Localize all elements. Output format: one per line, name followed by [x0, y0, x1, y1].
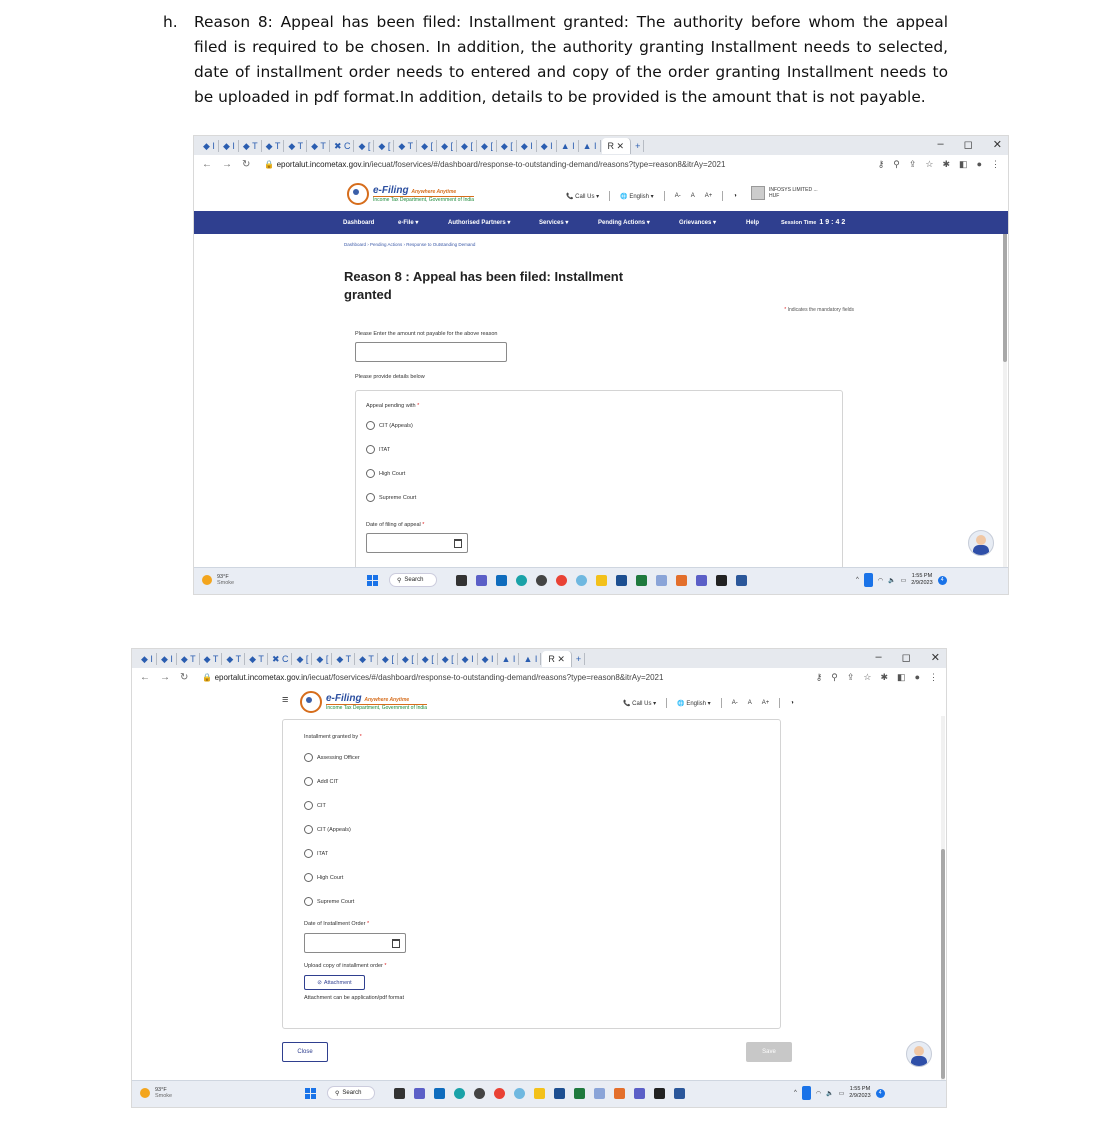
chrome-icon[interactable]: [494, 1088, 505, 1099]
granted-by-label: Installment granted by *: [304, 734, 362, 740]
browser-tab[interactable]: ◆ T: [201, 653, 223, 665]
browser-tab[interactable]: ◆ [: [355, 140, 374, 152]
browser-tab[interactable]: ◆ I: [538, 140, 557, 152]
key-icon[interactable]: ⚷: [877, 158, 885, 169]
volume-icon[interactable]: 🔈: [888, 577, 896, 584]
efiling-logo[interactable]: e-Filing Anywhere Anytime Income Tax Department, Government of India: [347, 183, 474, 205]
app-icon[interactable]: [554, 1088, 565, 1099]
radio-granted-high-court[interactable]: High Court: [304, 873, 343, 882]
browser-tab[interactable]: ◆ [: [379, 653, 398, 665]
file-explorer-icon[interactable]: [534, 1088, 545, 1099]
weather-widget[interactable]: 93°F Smoke: [140, 1087, 172, 1099]
star-icon[interactable]: ☆: [925, 158, 934, 169]
excel-icon[interactable]: [636, 575, 647, 586]
reload-icon[interactable]: ↻: [242, 158, 251, 170]
notification-badge[interactable]: 4: [876, 1089, 885, 1098]
browser-tab[interactable]: ◆ T: [178, 653, 200, 665]
maximize-icon[interactable]: ◻: [901, 652, 911, 664]
browser-tab-strip: [132, 649, 946, 668]
browser-tab[interactable]: ▲ I: [499, 653, 520, 665]
browser-tab[interactable]: ◆ [: [438, 140, 457, 152]
new-tab-button[interactable]: +: [632, 140, 644, 152]
clock[interactable]: 1:55 PM 2/9/2023: [849, 1086, 871, 1099]
app-icon[interactable]: [514, 1088, 525, 1099]
clock[interactable]: 1:55 PM 2/9/2023: [911, 573, 933, 586]
browser-tab[interactable]: ✖ C: [269, 653, 293, 665]
browser-tab[interactable]: ▲ I: [580, 140, 601, 152]
attachment-note: Attachment can be application/pdf format: [304, 995, 404, 1001]
app-icon[interactable]: [536, 575, 547, 586]
browser-tab[interactable]: ◆ [: [498, 140, 517, 152]
excel-icon[interactable]: [574, 1088, 585, 1099]
font-increase-button[interactable]: A+: [761, 700, 770, 706]
teams-chat-icon[interactable]: [476, 575, 487, 586]
browser-tab[interactable]: ◆ T: [263, 140, 285, 152]
calendar-icon[interactable]: [392, 939, 400, 948]
chevron-up-icon[interactable]: ^: [794, 1090, 797, 1096]
star-icon[interactable]: ☆: [863, 671, 872, 682]
browser-tab-active[interactable]: R ✕: [602, 138, 632, 154]
radio-granted-cit[interactable]: CIT: [304, 801, 326, 810]
extensions-icon[interactable]: ✱: [880, 671, 889, 682]
task-view-icon[interactable]: [394, 1088, 405, 1099]
sun-icon: [140, 1088, 150, 1098]
windows-taskbar: [194, 567, 1008, 594]
nav-services[interactable]: Services ▾: [539, 220, 569, 226]
sun-icon: [202, 575, 212, 585]
screenshot-appeal-section: [193, 135, 1009, 595]
appeal-details-panel: [355, 390, 843, 595]
browser-tab[interactable]: ◆ I: [518, 140, 537, 152]
browser-tab[interactable]: ◆ I: [220, 140, 239, 152]
maximize-icon[interactable]: ◻: [963, 139, 973, 151]
breadcrumb[interactable]: Dashboard › Pending Actions › Response to Outstanding Demand: [344, 242, 476, 247]
order-date-label: Date of Installment Order *: [304, 921, 370, 927]
browser-tab-active[interactable]: R ✕: [542, 651, 572, 667]
browser-tab[interactable]: ◆ I: [459, 653, 478, 665]
user-name: INFOSYS LIMITED ...: [769, 187, 818, 193]
app-icon[interactable]: [576, 575, 587, 586]
mandatory-note: * Indicates the mandatory fields: [784, 307, 854, 313]
file-explorer-icon[interactable]: [596, 575, 607, 586]
wifi-icon[interactable]: ◠: [877, 577, 884, 584]
start-icon[interactable]: [367, 575, 378, 586]
chatbot-icon[interactable]: [968, 530, 994, 556]
zoom-icon[interactable]: ⚲: [831, 671, 838, 682]
efiling-header: [132, 686, 946, 716]
nav-pending-actions[interactable]: Pending Actions ▾: [598, 220, 650, 226]
browser-tab[interactable]: ◆ [: [399, 653, 418, 665]
task-view-icon[interactable]: [456, 575, 467, 586]
language-select[interactable]: 🌐 English ▾: [620, 193, 654, 200]
main-navbar: [194, 211, 1008, 234]
save-button[interactable]: Save: [746, 1042, 792, 1062]
efiling-logo[interactable]: e-Filing Anywhere Anytime Income Tax Department, Government of India: [300, 691, 427, 713]
radio-granted-supreme-court[interactable]: Supreme Court: [304, 897, 354, 906]
instruction-letter: h.: [163, 13, 178, 31]
browser-tab[interactable]: ◆ I: [200, 140, 219, 152]
word-icon[interactable]: [736, 575, 747, 586]
radio-granted-cit-appeals[interactable]: CIT (Appeals): [304, 825, 351, 834]
details-label: Please provide details below: [355, 374, 425, 380]
page-title: Reason 8 : Appeal has been filed: Installment granted: [344, 269, 624, 302]
app-icon[interactable]: [676, 575, 687, 586]
url-field[interactable]: 🔒 eportalut.incometax.gov.in/iecuat/foservices/#/dashboard/response-to-outstanding-demand/reasons?type=reason8&itrAy=2021: [202, 672, 664, 682]
browser-tab[interactable]: ◆ [: [419, 653, 438, 665]
browser-tab[interactable]: ◆ I: [479, 653, 498, 665]
contrast-icon[interactable]: ◑: [733, 193, 737, 199]
close-button[interactable]: Close: [282, 1042, 328, 1062]
share-icon[interactable]: ⇪: [908, 158, 917, 169]
browser-tab[interactable]: ◆ T: [285, 140, 307, 152]
new-tab-button[interactable]: +: [573, 653, 585, 665]
reload-icon[interactable]: ↻: [180, 671, 189, 683]
browser-tab[interactable]: ◆ I: [158, 653, 177, 665]
menu-icon[interactable]: ⋮: [991, 158, 1000, 169]
language-select[interactable]: 🌐 English ▾: [677, 700, 711, 707]
call-us-link[interactable]: 📞 Call Us ▾: [566, 193, 600, 200]
sidebar-icon[interactable]: ◧: [897, 671, 906, 682]
weather-widget[interactable]: 93°F Smoke: [202, 574, 234, 586]
font-normal-button[interactable]: A: [747, 700, 752, 706]
browser-tab[interactable]: ◆ T: [333, 653, 355, 665]
browser-tab-strip: [194, 136, 1008, 155]
browser-tab[interactable]: ✖ C: [331, 140, 355, 152]
app-icon[interactable]: [474, 1088, 485, 1099]
browser-tab[interactable]: ◆ [: [375, 140, 394, 152]
radio-appeal-cit-appeals[interactable]: CIT (Appeals): [366, 421, 413, 430]
instruction-paragraph: [163, 10, 948, 110]
back-icon[interactable]: ←: [140, 671, 150, 683]
upload-label: Upload copy of installment order *: [304, 963, 387, 969]
chatbot-icon[interactable]: [906, 1041, 932, 1067]
appeal-pending-label: Appeal pending with *: [366, 403, 420, 409]
app-icon[interactable]: [716, 575, 727, 586]
nav-authorised-partners[interactable]: Authorised Partners ▾: [448, 220, 511, 226]
radio-granted-itat[interactable]: ITAT: [304, 849, 328, 858]
browser-tab[interactable]: ◆ T: [308, 140, 330, 152]
screenshot-installment-section: [131, 648, 947, 1108]
forward-icon[interactable]: →: [160, 671, 170, 683]
url-field[interactable]: 🔒 eportalut.incometax.gov.in/iecuat/foservices/#/dashboard/response-to-outstanding-demand/reasons?type=reason8&itrAy=2021: [264, 159, 726, 169]
browser-tab[interactable]: ◆ [: [313, 653, 332, 665]
notification-badge[interactable]: 4: [938, 576, 947, 585]
forward-icon[interactable]: →: [222, 158, 232, 170]
windows-taskbar: [132, 1080, 946, 1107]
edge-icon[interactable]: [454, 1088, 465, 1099]
window-controls: [876, 651, 940, 664]
user-profile[interactable]: [751, 186, 818, 200]
scrollbar-thumb[interactable]: [941, 849, 945, 1079]
browser-tab[interactable]: ◆ T: [240, 140, 262, 152]
order-date-input[interactable]: [304, 933, 406, 953]
system-tray: [794, 1086, 885, 1100]
browser-tab[interactable]: ◆ T: [356, 653, 378, 665]
mic-icon[interactable]: [864, 573, 873, 587]
radio-appeal-supreme-court[interactable]: Supreme Court: [366, 493, 416, 502]
close-window-icon[interactable]: ✕: [930, 652, 940, 664]
browser-tab[interactable]: ◆ [: [439, 653, 458, 665]
address-bar: [194, 155, 1008, 174]
browser-tab[interactable]: ◆ T: [395, 140, 417, 152]
key-icon[interactable]: ⚷: [815, 671, 823, 682]
nav-efile[interactable]: e-File ▾: [398, 220, 419, 226]
contrast-icon[interactable]: ◑: [790, 700, 794, 706]
font-normal-button[interactable]: A: [690, 193, 695, 199]
amount-label: Please Enter the amount not payable for the above reason: [355, 331, 498, 337]
address-bar: [132, 668, 946, 687]
share-icon[interactable]: ⇪: [846, 671, 855, 682]
attachment-button[interactable]: ⊘ Attachment: [304, 975, 365, 990]
hamburger-menu-icon[interactable]: ≡: [282, 694, 289, 706]
radio-appeal-itat[interactable]: ITAT: [366, 445, 390, 454]
nav-grievances[interactable]: Grievances ▾: [679, 220, 717, 226]
system-tray: [856, 573, 947, 587]
header-links: [623, 698, 794, 708]
teams-icon[interactable]: [634, 1088, 645, 1099]
user-type: HUF: [769, 193, 780, 199]
nav-help[interactable]: Help: [746, 219, 760, 226]
battery-icon[interactable]: ▭: [838, 1090, 845, 1097]
calendar-icon[interactable]: [454, 539, 462, 548]
browser-tab[interactable]: ▲ I: [520, 653, 541, 665]
call-us-link[interactable]: 📞 Call Us ▾: [623, 700, 657, 707]
browser-tab[interactable]: ◆ [: [458, 140, 477, 152]
profile-icon[interactable]: ●: [914, 671, 920, 682]
taskbar-search[interactable]: ⚲ Search: [389, 573, 437, 587]
battery-icon[interactable]: ▭: [900, 577, 907, 584]
emblem-icon: [300, 691, 322, 713]
browser-tab[interactable]: ◆ [: [293, 653, 312, 665]
nav-dashboard[interactable]: Dashboard: [343, 219, 375, 226]
minimize-icon[interactable]: –: [875, 651, 882, 663]
volume-icon[interactable]: 🔈: [826, 1090, 834, 1097]
avatar: [751, 186, 765, 200]
outlook-icon[interactable]: [496, 575, 507, 586]
filing-date-label: Date of filing of appeal *: [366, 522, 425, 528]
chrome-icon[interactable]: [556, 575, 567, 586]
browser-tab[interactable]: ◆ [: [418, 140, 437, 152]
app-icon[interactable]: [654, 1088, 665, 1099]
radio-granted-addl-cit[interactable]: Addl CIT: [304, 777, 338, 786]
edge-icon[interactable]: [516, 575, 527, 586]
emblem-icon: [347, 183, 369, 205]
security-icon[interactable]: [594, 1088, 605, 1099]
app-icon[interactable]: [614, 1088, 625, 1099]
teams-icon[interactable]: [696, 575, 707, 586]
radio-granted-assessing-officer[interactable]: Assessing Officer: [304, 753, 360, 762]
taskbar-search[interactable]: ⚲ Search: [327, 1086, 375, 1100]
browser-tab[interactable]: ◆ [: [478, 140, 497, 152]
pinned-apps: [456, 575, 747, 586]
back-icon[interactable]: ←: [202, 158, 212, 170]
page-scrollbar[interactable]: [1003, 176, 1007, 568]
sidebar-icon[interactable]: ◧: [959, 158, 968, 169]
page-scrollbar[interactable]: [941, 689, 945, 1081]
window-controls: [938, 138, 1002, 151]
browser-tab[interactable]: ▲ I: [558, 140, 579, 152]
extensions-icon[interactable]: ✱: [942, 158, 951, 169]
chevron-up-icon[interactable]: ^: [856, 577, 859, 583]
minimize-icon[interactable]: –: [937, 138, 944, 150]
menu-icon[interactable]: ⋮: [929, 671, 938, 682]
zoom-icon[interactable]: ⚲: [893, 158, 900, 169]
font-decrease-button[interactable]: A-: [731, 700, 738, 706]
radio-appeal-high-court[interactable]: High Court: [366, 469, 405, 478]
instruction-text: Reason 8: Appeal has been filed: Installment granted: The authority before whom the appeal filed is required to be chosen. In addition, the authority granting Installment needs to selected, date of installment order needs to entered and copy of the order granting Installment needs to be uploaded in pdf format.In addition, details to be provided is the amount that is not payable.: [194, 13, 948, 106]
browser-tab[interactable]: ◆ T: [223, 653, 245, 665]
filing-date-input[interactable]: [366, 533, 468, 553]
start-icon[interactable]: [305, 1088, 316, 1099]
profile-icon[interactable]: ●: [976, 158, 982, 169]
close-window-icon[interactable]: ✕: [992, 139, 1002, 151]
browser-tab[interactable]: ◆ T: [246, 653, 268, 665]
amount-not-payable-input[interactable]: [355, 342, 507, 362]
mic-icon[interactable]: [802, 1086, 811, 1100]
session-timer: Session Time 19:42: [781, 219, 848, 226]
font-increase-button[interactable]: A+: [704, 193, 713, 199]
teams-chat-icon[interactable]: [414, 1088, 425, 1099]
wifi-icon[interactable]: ◠: [815, 1090, 822, 1097]
word-icon[interactable]: [674, 1088, 685, 1099]
header-links: [566, 191, 737, 201]
app-icon[interactable]: [616, 575, 627, 586]
efiling-header: [194, 173, 1008, 211]
font-decrease-button[interactable]: A-: [674, 193, 681, 199]
outlook-icon[interactable]: [434, 1088, 445, 1099]
pinned-apps: [394, 1088, 685, 1099]
browser-tab[interactable]: ◆ I: [138, 653, 157, 665]
security-icon[interactable]: [656, 575, 667, 586]
